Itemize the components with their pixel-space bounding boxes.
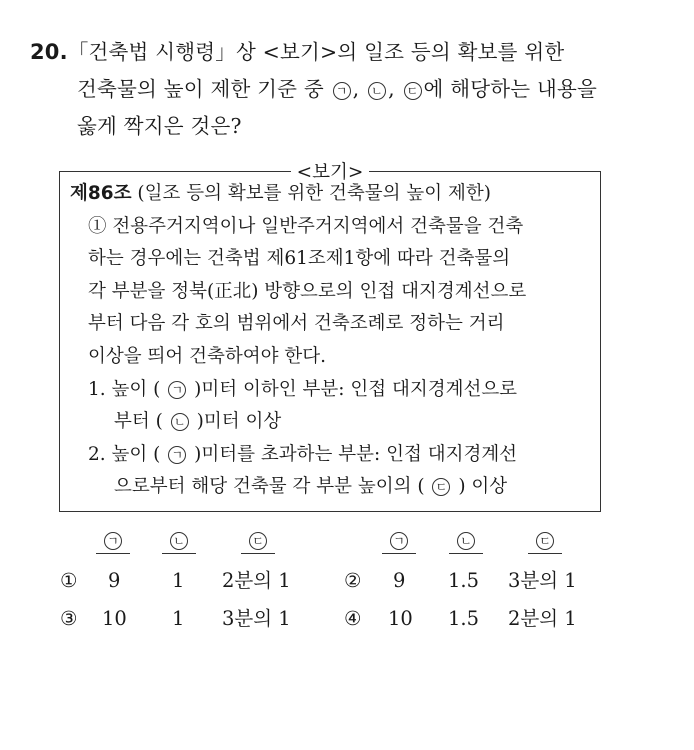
circled-nieun-symbol: ㄴ: [171, 413, 189, 431]
law-paragraph-line: 하는 경우에는 건축법 제61조제1항에 따라 건축물의: [88, 248, 511, 270]
choice-1-digeut: 2분의 1: [222, 569, 291, 592]
law-item-2: 2. 높이 ( ㄱ )미터를 초과하는 부분: 인접 대지경계선: [88, 443, 518, 465]
choice-1-nieun: 1: [172, 569, 185, 592]
choice-2-digeut: 3분의 1: [508, 569, 577, 592]
reference-box-title: <보기>: [60, 158, 600, 184]
law-heading: 제86조 (일조 등의 확보를 위한 건축물의 높이 제한): [70, 183, 491, 204]
answer-header-digeut: ㄷ: [241, 530, 275, 554]
choice-3-nieun: 1: [172, 607, 185, 630]
circled-digeut-symbol: ㄷ: [432, 478, 450, 496]
choice-3-digeut: 3분의 1: [222, 607, 291, 630]
answer-header-giyeok: ㄱ: [382, 530, 416, 554]
circled-giyeok-symbol: ㄱ: [168, 446, 186, 464]
choice-4-giyeok: 10: [388, 607, 413, 630]
reference-box: [59, 162, 601, 512]
answer-header-nieun: ㄴ: [162, 530, 196, 554]
question-line-2: 건축물의 높이 제한 기준 중 ㄱ , ㄴ , ㄷ 에 해당하는 내용을: [77, 77, 597, 101]
answer-header-giyeok: ㄱ: [96, 530, 130, 554]
law-paragraph-line: 각 부분을 정북(正北) 방향으로의 인접 대지경계선으로: [88, 280, 527, 302]
circled-digeut-symbol: ㄷ: [404, 82, 422, 100]
question-line-3: 옳게 짝지은 것은?: [77, 114, 242, 138]
circled-giyeok-symbol: ㄱ: [333, 82, 351, 100]
law-paragraph-line: ① 전용주거지역이나 일반주거지역에서 건축물을 건축: [88, 215, 524, 237]
choice-4-nieun: 1.5: [448, 607, 480, 630]
choice-2-nieun: 1.5: [448, 569, 480, 592]
law-item-1-cont: 부터 ( ㄴ )미터 이상: [114, 411, 282, 433]
choice-4-digeut: 2분의 1: [508, 607, 577, 630]
question-line-1: 20.「건축법 시행령」상 <보기>의 일조 등의 확보를 위한: [30, 40, 565, 64]
circled-giyeok-symbol: ㄱ: [168, 381, 186, 399]
answer-header-digeut: ㄷ: [528, 530, 562, 554]
law-text: [70, 178, 596, 504]
law-item-1: 1. 높이 ( ㄱ )미터 이하인 부분: 인접 대지경계선으로: [88, 378, 518, 400]
circled-nieun-symbol: ㄴ: [368, 82, 386, 100]
law-paragraph-line: 이상을 띄어 건축하여야 한다.: [88, 345, 326, 367]
law-item-2-cont: 으로부터 해당 건축물 각 부분 높이의 ( ㄷ ) 이상: [114, 476, 508, 498]
choice-3-giyeok: 10: [102, 607, 127, 630]
choice-3-mark[interactable]: ③: [60, 607, 78, 630]
choice-2-mark[interactable]: ②: [344, 569, 362, 592]
answer-header-nieun: ㄴ: [449, 530, 483, 554]
question-stem: [30, 34, 670, 145]
choice-4-mark[interactable]: ④: [344, 607, 362, 630]
choice-2-giyeok: 9: [393, 569, 406, 592]
choice-1-mark[interactable]: ①: [60, 569, 78, 592]
question-number: 20.: [30, 40, 68, 64]
choice-1-giyeok: 9: [108, 569, 121, 592]
law-paragraph-line: 부터 다음 각 호의 범위에서 건축조례로 정하는 거리: [88, 313, 505, 335]
